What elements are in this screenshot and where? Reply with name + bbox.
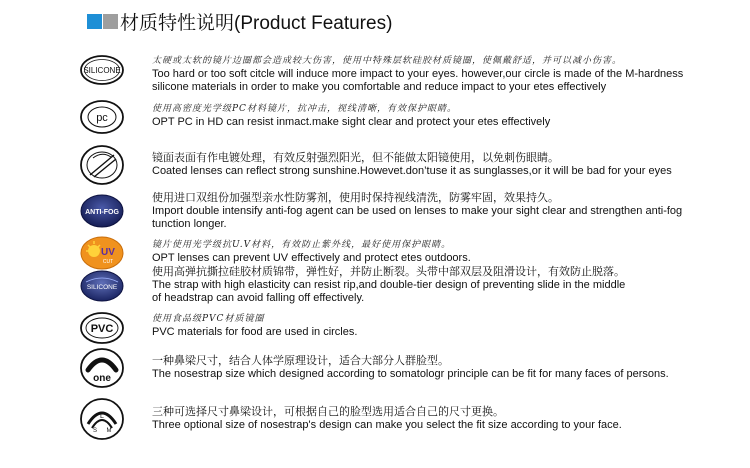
uv-icon-label: UV (101, 247, 115, 258)
feature-text-cn: 太硬或太软的镜片边圈都会造成较大伤害，使用中特殊层软硅胶材质镜圈，使佩戴舒适，并可以减小伤害。 (152, 56, 623, 66)
pvc-icon (80, 312, 124, 349)
silicone-icon (80, 55, 124, 90)
nose-one-label: one (93, 373, 111, 384)
feature-text-en: Coated lenses can reflect strong sunshine.Howevet.don’tuse it as sunglasses,or it will be bad for your eyes (152, 165, 672, 177)
feature-text-cn: 一种鼻梁尺寸，结合人体学原理设计，适合大部分人群脸型。 (152, 355, 449, 367)
uv-icon-sublabel: CUT (102, 259, 114, 265)
feature-text-en: The strap with high elasticity can resist rip,and double-tier design of preventing slide in the middle (152, 279, 626, 291)
antifog-icon-label: ANTI-FOG (85, 209, 119, 216)
feature-text-en: Import double intensify anti-fog agent can be used on lenses to make your sight clear and strengthen anti-fog (152, 205, 683, 217)
feature-text-en: PVC materials for food are used in circles. (152, 326, 358, 338)
feature-text-cn: 使用高密度光学级PC材料镜片，抗冲击，视线清晰，有效保护眼睛。 (152, 104, 457, 114)
feature-text-cn: 使用高弹抗撕拉硅胶材质锦带，弹性好，并防止断裂。头带中部双层及阻滑设计，有效防止脱落。 (152, 266, 625, 278)
silicone-icon-label: SILICONE (83, 66, 121, 75)
nose-size-s-label: S (92, 428, 98, 434)
header-square-gray (103, 14, 118, 29)
nose-size-l-label: L (100, 413, 104, 420)
pc-icon-label: pc (96, 112, 108, 124)
coating-icon (80, 145, 124, 190)
feature-text-cn: 三种可选择尺寸鼻梁设计，可根据自己的脸型选用适合自己的尺寸更换。 (152, 406, 504, 418)
feature-text-cn: 使用食品级PVC材质镜圈 (152, 314, 265, 324)
feature-text-cn: 镜面表面有作电镀处理，有效反射强烈阳光，但不能做太阳镜使用，以免刺伤眼睛。 (152, 152, 559, 164)
feature-text-cn: 使用进口双组份加强型亲水性防雾剂，使用时保持视线清洗，防雾牢固，效果持久。 (152, 192, 559, 204)
nose-one-size-icon (80, 348, 124, 393)
feature-text-en: Three optional size of nosestrap's design can make you select the fit size according to your face. (152, 419, 622, 431)
nose-size-m-label: M (106, 428, 112, 434)
pvc-icon-label: PVC (90, 323, 114, 335)
feature-text-en: of headstrap can avoid falling off effectively. (152, 292, 365, 304)
pc-icon (80, 100, 124, 139)
silicone-strap-icon-label: SILICONE (86, 284, 118, 291)
feature-text-en: silicone materials in order to make you comfortable and reduce impact to your etes effectively (152, 81, 607, 93)
antifog-icon (80, 194, 124, 233)
feature-text-en: tunction longer. (152, 218, 227, 230)
nose-three-sizes-icon (80, 398, 124, 445)
header-square-blue (87, 14, 102, 29)
feature-text-en: The nosestrap size which designed according to somatologr principle can be fit for many faces of persons. (152, 368, 669, 380)
feature-text-cn: 镜片使用光学级抗U.V材料，有效防止紫外线，最好使用保护眼睛。 (152, 240, 452, 250)
page-title: 材质特性说明(Product Features) (120, 13, 393, 34)
silicone-strap-icon (80, 270, 124, 307)
feature-text-en: OPT lenses can prevent UV effectively and protect etes outdoors. (152, 252, 471, 264)
feature-text-en: Too hard or too soft citcle will induce more impact to your eyes. however,our circle is made of the M-hardness (152, 68, 684, 80)
feature-text-en: OPT PC in HD can resist inmact.make sight clear and protect your etes effectively (152, 116, 551, 128)
